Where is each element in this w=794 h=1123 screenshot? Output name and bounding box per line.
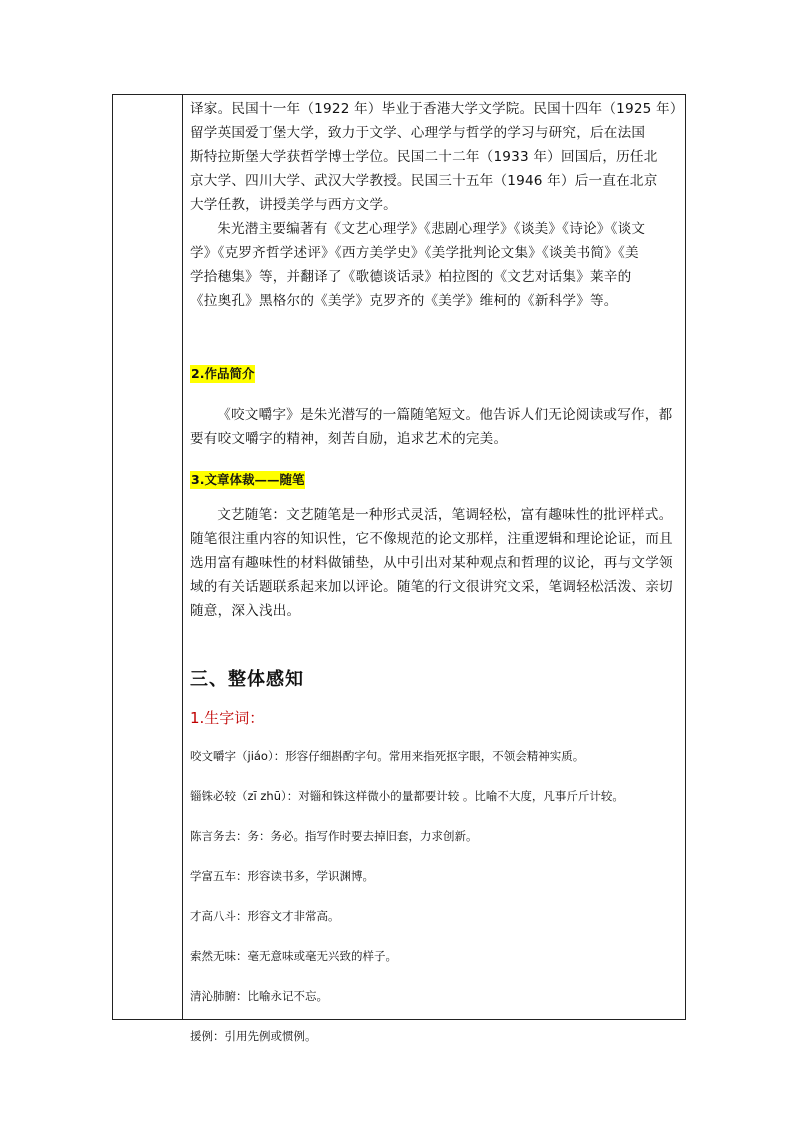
- vocab-item: 清沁肺腑：比喻永记不忘。: [190, 989, 328, 1003]
- intro-line: 要有咬文嚼字的精神，刻苦自励，追求艺术的完美。: [190, 431, 508, 447]
- section-title: 三、整体感知: [190, 669, 304, 690]
- vocab-item: 咬文嚼字（jiáo）：形容仔细斟酌字句。常用来指死抠字眼，不领会精神实质。: [190, 749, 585, 763]
- table-left-column: [113, 95, 183, 1019]
- bio-line: 斯特拉斯堡大学获哲学博士学位。民国二十二年（1933 年）回国后，历任北: [190, 149, 658, 165]
- works-paragraph: [190, 217, 682, 313]
- vocab-item: 陈言务去：务：务必。指写作时要去掉旧套，力求创新。: [190, 829, 478, 843]
- vocab-item: 援例：引用先例或惯例。: [190, 1029, 317, 1043]
- vocab-subtitle: 1.生字词：: [190, 709, 265, 727]
- bio-line: 译家。民国十一年（1922 年）毕业于香港大学文学院。民国十四年（1925 年）: [190, 101, 684, 117]
- works-line: 学拾穗集》等，并翻译了《歌德谈话录》柏拉图的《文艺对话集》莱辛的: [190, 269, 632, 285]
- intro-heading: 2.作品简介: [191, 366, 255, 381]
- genre-line: 选用富有趣味性的材料做铺垫，从中引出对某种观点和哲理的议论，再与文学领: [190, 555, 673, 571]
- vocab-item: 锱铢必较（zī zhū）：对锱和铢这样微小的量都要计较 。比喻不大度，凡事斤斤计较。: [190, 789, 624, 803]
- vocab-item: 索然无味：毫无意味或毫无兴致的样子。: [190, 949, 397, 963]
- genre-heading: 3.文章体裁——随笔: [191, 472, 305, 487]
- genre-line: 随笔很注重内容的知识性，它不像规范的论文那样，注重逻辑和理论论证，而且: [190, 531, 673, 547]
- bio-line: 留学英国爱丁堡大学，致力于文学、心理学与哲学的学习与研究，后在法国: [190, 125, 646, 141]
- document-table: [112, 94, 686, 1043]
- genre-line: 文艺随笔：文艺随笔是一种形式灵活，笔调轻松，富有趣味性的批评样式。: [217, 507, 673, 523]
- vocab-list: [190, 748, 682, 1044]
- bio-line: 京大学、四川大学、武汉大学教授。民国三十五年（1946 年）后一直在北京: [190, 173, 658, 189]
- vocab-item: 学富五车：形容读书多，学识渊博。: [190, 869, 374, 883]
- intro-paragraph: [190, 403, 682, 451]
- vocab-item: 才高八斗：形容文才非常高。: [190, 909, 340, 923]
- intro-line: 《咬文嚼字》是朱光潜写的一篇随笔短文。他告诉人们无论阅读或写作，都: [217, 407, 673, 423]
- works-line: 学》《克罗齐哲学述评》《西方美学史》《美学批判论文集》《谈美书简》《美: [190, 245, 639, 261]
- table-content-cell: [190, 97, 682, 1044]
- works-line: 《拉奥孔》黑格尔的《美学》克罗齐的《美学》维柯的《新科学》等。: [190, 293, 618, 309]
- genre-line: 随意，深入浅出。: [190, 603, 301, 619]
- works-line: 朱光潜主要编著有《文艺心理学》《悲剧心理学》《谈美》《诗论》《谈文: [217, 221, 646, 237]
- bio-paragraph: [190, 97, 682, 217]
- genre-paragraph: [190, 503, 682, 623]
- genre-line: 域的有关话题联系起来加以评论。随笔的行文很讲究文采，笔调轻松活泼、亲切: [190, 579, 673, 595]
- bio-line: 大学任教，讲授美学与西方文学。: [190, 197, 397, 213]
